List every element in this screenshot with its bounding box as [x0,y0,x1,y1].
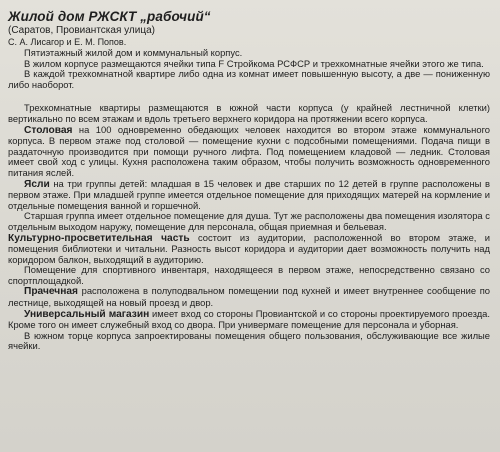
nursery-paragraph [8,179,490,212]
store-text: имеет вход со стороны Провиантской и со стороны проектируемого проезда. Кроме того он имеет служебный вход со двора. При универмаге помещение для персонала и уборная. [8,307,490,331]
culture-paragraph [8,233,490,266]
laundry-paragraph [8,286,490,308]
location: (Саратов, Провиантская улица) [8,25,155,36]
cropped-previous-text [40,0,460,5]
nursery-heading: Ясли [24,178,50,190]
nursery-text: на три группы детей: младшая в 15 человек и две старших по 12 детей в группе расположены в первом этаже. При младшей группе имеется отдельное помещение для приходящих матерей на кормление и отдельные помещения ванной и горшечной. [8,177,490,211]
canteen-text: на 100 одновременно обедающих человек находится во втором этаже коммунального корпуса. В первом этаже под столовой — помещение кухни с подсобными помещениями. Подача пищи в раздаточную производится при помощи ручного лифта. Под помещением кладовой — ледник. Столовая имеет свой ход с улицы. Кухня расположена таким образом, чтобы получить возможность одновременного питания яслей. [8,123,490,178]
corridor-paragraph: Трехкомнатные квартиры размещаются в южной части корпуса (у крайней лестничной клетки) вертикально по всем этажам и вдоль третьего верхнего коридора на протяжении всего корпуса. [8,102,490,124]
authors: С. А. Лисагор и Е. М. Попов. [8,37,127,47]
article-title: Жилой дом РЖСКТ „рабочий“ [8,9,211,24]
sport-paragraph: Помещение для спортивного инвентаря, находящееся в первом этаже, непосредственно связано со спортплощадкой. [8,264,490,286]
final-paragraph: В южном торце корпуса запроектированы помещения общего пользования, обслуживающие все жилые ячейки. [8,329,490,352]
intro-paragraph-3: В каждой трехкомнатной квартире либо одна из комнат имеет повышенную высоту, а две — пониженную либо наоборот. [8,68,490,90]
culture-text: состоит из аудитории, расположенной во втором этаже, и помещения библиотеки и читальни. Разность высот коридора и аудитории дает возможность получить над коридором балкон, выходящий в аудиторию. [8,231,490,265]
laundry-heading: Прачечная [24,286,78,298]
elder-group-paragraph: Старшая группа имеет отдельное помещение для душа. Тут же расположены два помещения изолятора с отдельным выходом наружу, помещение для персонала, общая приемная и бельевая. [8,210,490,232]
intro-paragraph-2: В жилом корпусе размещаются ячейки типа F Стройкома РСФСР и трехкомнатные ячейки этого же типа. [24,57,484,69]
laundry-text: расположена в полуподвальном помещении под кухней и имеет внутреннее сообщение по лестнице, выходящей на новый проезд и двор. [8,285,490,309]
store-heading: Универсальный магазин [24,308,150,320]
culture-heading: Культурно-просветительная часть [8,232,190,244]
store-paragraph [8,309,490,331]
canteen-heading: Столовая [24,124,73,136]
canteen-paragraph [8,125,490,179]
intro-paragraph-1: Пятиэтажный жилой дом и коммунальный корпус. [24,47,243,58]
